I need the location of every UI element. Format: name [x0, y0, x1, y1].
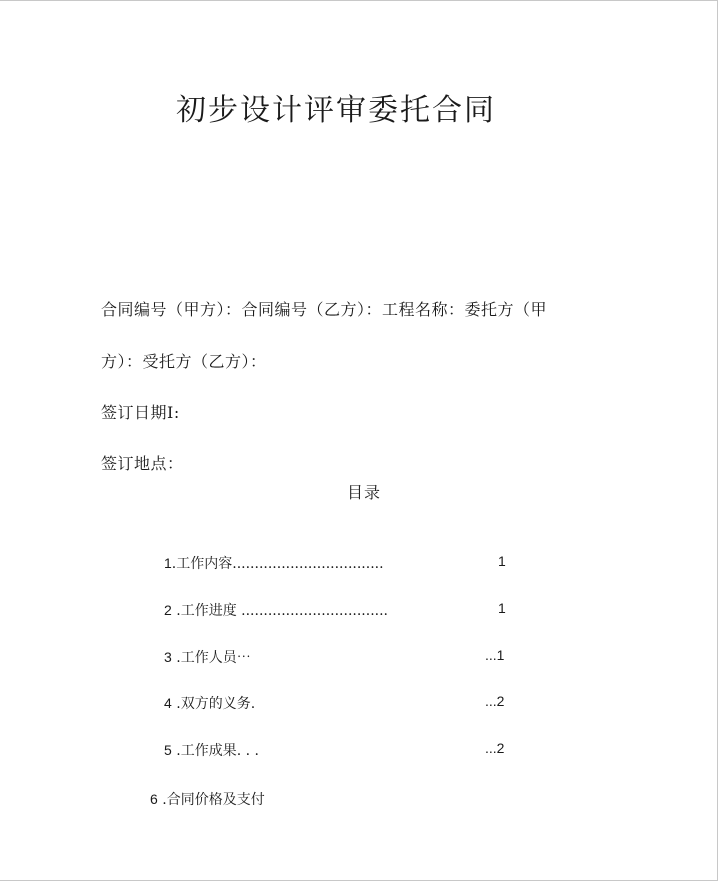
- toc-item-label: .工作内容..................................: [171, 556, 384, 572]
- toc-heading: 目录: [347, 483, 382, 502]
- toc-item-label: .工作人员⋯: [171, 650, 251, 666]
- toc-item: [164, 740, 259, 760]
- document-title: 初步设计评审委托合同: [176, 93, 496, 128]
- contract-info-line-1: 合同编号（甲方）：合同编号（乙方）：工程名称：委托方（甲: [101, 300, 548, 319]
- toc-item-label: .工作进度 .................................: [171, 603, 389, 619]
- toc-item-page: ...2: [485, 740, 505, 756]
- toc-item-label: .工作成果. . .: [171, 743, 259, 759]
- toc-item-number: 1: [164, 555, 172, 571]
- toc-item: [164, 647, 251, 667]
- toc-item-label: .双方的义务.: [171, 696, 256, 712]
- toc-item-page: ...1: [485, 647, 505, 663]
- toc-item-number: 2: [164, 602, 172, 618]
- toc-item-number: 4: [164, 695, 172, 711]
- toc-item: [150, 789, 265, 809]
- toc-item-page: 1: [498, 553, 506, 569]
- contract-info-line-2: 方）：受托方（乙方）：: [101, 352, 267, 371]
- toc-item-page: ...2: [485, 693, 505, 709]
- sign-place-line: 签订地点：: [101, 454, 184, 473]
- toc-item-number: 5: [164, 742, 172, 758]
- toc-item-page: 1: [498, 600, 506, 616]
- toc-item: [164, 693, 255, 713]
- toc-item-number: 3: [164, 649, 172, 665]
- toc-item-number: 6: [150, 791, 158, 807]
- toc-item: [164, 553, 384, 573]
- toc-item-label: .合同价格及支付: [157, 792, 265, 808]
- sign-date-line: 签订日期I:: [101, 403, 180, 422]
- toc-item: [164, 600, 388, 620]
